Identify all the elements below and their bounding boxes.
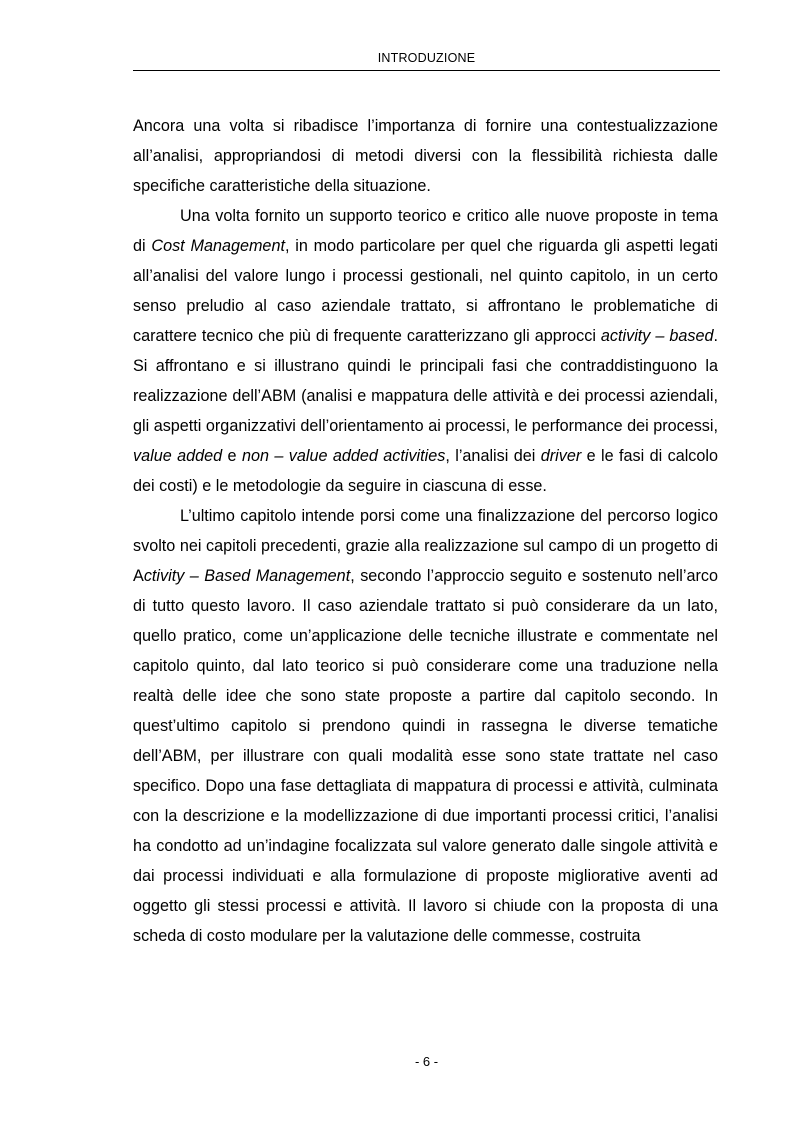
text-segment: Una volta fornito un supporto teorico e critico alle nuove proposte in tema di xyxy=(133,207,718,255)
italic-text-segment: ctivity – Based Management xyxy=(143,567,351,585)
body-text xyxy=(133,111,718,951)
text-segment: L’ultimo capitolo intende porsi come una finalizzazione del percorso logico svolto nei capitoli precedenti, grazie alla realizzazione sul campo di un progetto di A xyxy=(133,507,718,585)
text-segment: Ancora una volta si ribadisce l’importanza di fornire una contestualizzazione all’analisi, appropriandosi di metodi diversi con la flessibilità richiesta dalle specifiche caratteristiche della situazione. xyxy=(133,117,718,195)
paragraph xyxy=(133,501,718,951)
italic-text-segment: Cost Management xyxy=(151,237,285,255)
italic-text-segment: activity – based xyxy=(600,327,714,345)
paragraph xyxy=(133,201,718,501)
header-rule xyxy=(133,70,720,71)
text-segment: , l’analisi dei xyxy=(445,447,541,465)
running-header: INTRODUZIONE xyxy=(377,51,476,65)
text-segment: , in modo particolare per quel che riguarda gli aspetti legati all’analisi del valore lungo i processi gestionali, nel quinto capitolo, in un certo senso preludio al caso aziendale trattato, si affrontano le problematiche di carattere tecnico che più di frequente caratterizzano gli approcci xyxy=(133,237,718,345)
text-segment: . Si affrontano e si illustrano quindi le principali fasi che contraddistinguono la realizzazione dell’ABM (analisi e mappatura delle attività e dei processi aziendali, gli aspetti organizzativi dell’orientamento ai processi, le performance dei processi, xyxy=(133,327,718,435)
text-segment: e le fasi di calcolo dei costi) e le metodologie da seguire in ciascuna di esse. xyxy=(133,447,718,495)
paragraph xyxy=(133,111,718,201)
italic-text-segment: non – value added activities xyxy=(241,447,446,465)
text-segment: , secondo l’approccio seguito e sostenuto nell’arco di tutto questo lavoro. Il caso aziendale trattato si può considerare da un lato, quello pratico, come un’applicazione delle tecniche illustrate e commentate nel capitolo quinto, dal lato teorico si può considerare come una traduzione nella realtà delle idee che sono state proposte a partire dal capitolo secondo. In quest’ultimo capitolo si prendono quindi in rassegna le diverse tematiche dell’ABM, per illustrare con quali modalità esse sono state trattate nel caso specifico. Dopo una fase dettagliata di mappatura di processi e attività, culminata con la descrizione e la modellizzazione di due importanti processi critici, l’analisi ha condotto ad un’indagine focalizzata sul valore generato dalle singole attività e dai processi individuati e alla formulazione di proposte migliorative aventi ad oggetto gli stessi processi e attività. Il lavoro si chiude con la proposta di una scheda di costo modulare per la valutazione delle commesse, costruita xyxy=(133,567,718,945)
italic-text-segment: driver xyxy=(540,447,582,465)
italic-text-segment: value added xyxy=(133,447,223,465)
page-number: - 6 - xyxy=(414,1054,439,1069)
text-segment: e xyxy=(222,447,242,465)
